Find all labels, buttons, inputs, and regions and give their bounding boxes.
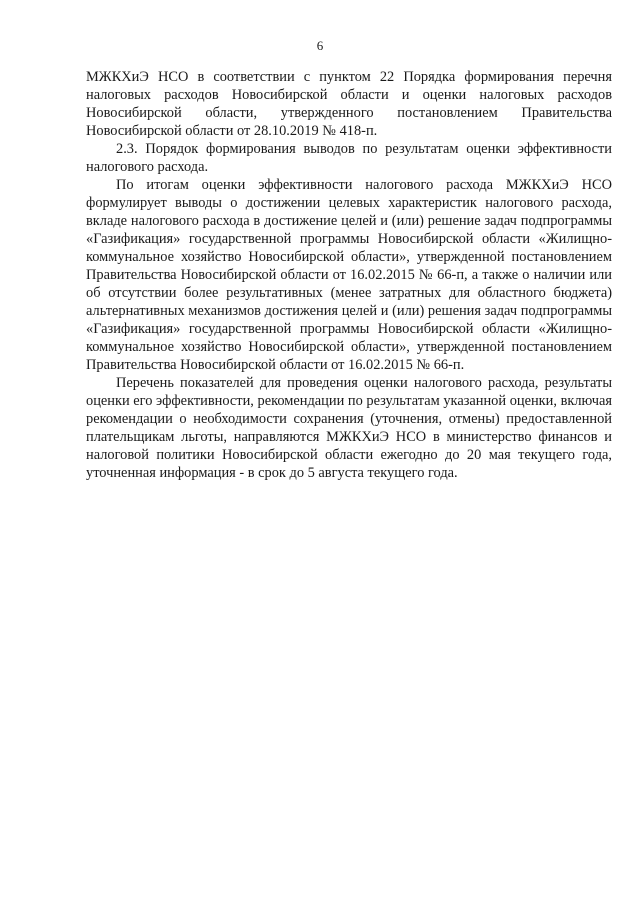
document-body [86,68,612,482]
paragraph-conclusions: По итогам оценки эффективности налогового расхода МЖКХиЭ НСО формулирует выводы о достижении целевых характеристик налогового расхода, вкладе налогового расхода в достижение целей и (или) решение задач подпрограммы «Газификация» государственной программы Новосибирской области «Жилищно-коммунальное хозяйство Новосибирской области», утвержденной постановлением Правительства Новосибирской области от 16.02.2015 № 66-п, а также о наличии или об отсутствии более результативных (менее затратных для областного бюджета) альтернативных механизмов достижения целей и (или) решения задач подпрограммы «Газификация» государственной программы Новосибирской области «Жилищно-коммунальное хозяйство Новосибирской области», утвержденной постановлением Правительства Новосибирской области от 16.02.2015 № 66-п. [86,177,612,373]
paragraph-section-heading: 2.3. Порядок формирования выводов по результатам оценки эффективности налогового расхода. [86,141,612,175]
paragraph-indicators: Перечень показателей для проведения оценки налогового расхода, результаты оценки его эффективности, рекомендации по результатам указанной оценки, включая рекомендации о необходимости сохранения (уточнения, отмены) предоставленной плательщикам льготы, направляются МЖКХиЭ НСО в министерство финансов и налоговой политики Новосибирской области ежегодно до 20 мая текущего года, уточненная информация - в срок до 5 августа текущего года. [86,375,612,481]
paragraph-continuation: МЖКХиЭ НСО в соответствии с пунктом 22 Порядка формирования перечня налоговых расходов Новосибирской области и оценки налоговых расходов Новосибирской области, утвержденного постановлением Правительства Новосибирской области от 28.10.2019 № 418-п. [86,69,612,139]
page-number: 6 [316,38,324,53]
